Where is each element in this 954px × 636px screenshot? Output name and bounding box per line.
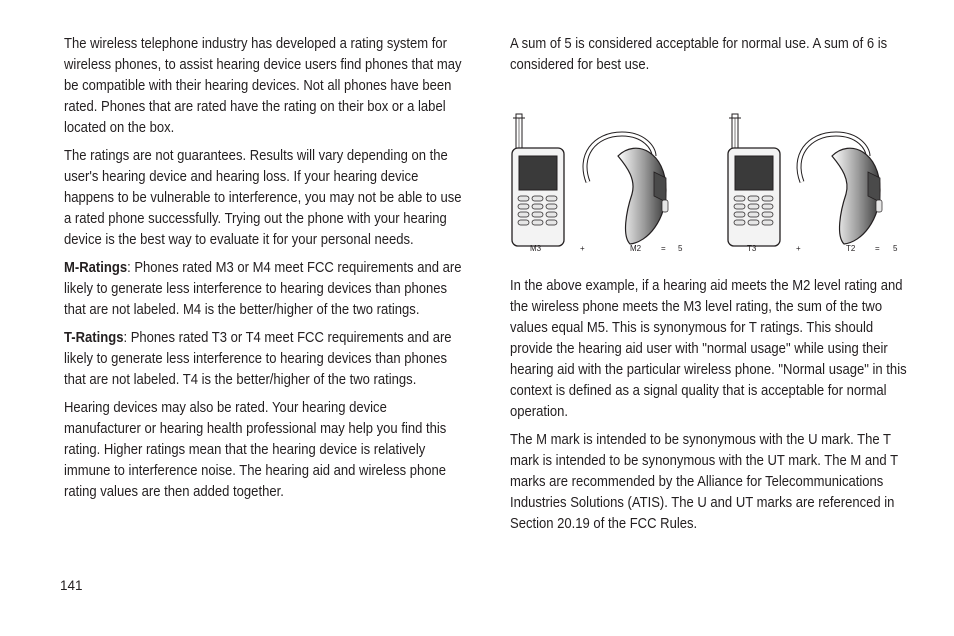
phone-illustration-left — [512, 114, 564, 246]
sum-value-left: 5 — [678, 244, 683, 253]
right-column-lower — [510, 276, 908, 542]
rating-example-figure — [510, 112, 910, 262]
t-ratings-paragraph — [64, 328, 462, 391]
sum-paragraph: A sum of 5 is considered acceptable for normal use. A sum of 6 is considered for best use. — [510, 36, 888, 73]
m-ratings-label: M-Ratings — [64, 260, 128, 276]
left-column — [64, 34, 462, 510]
sum-value-right: 5 — [893, 244, 898, 253]
phone-rating-label-left: M3 — [530, 244, 542, 253]
hearing-devices-paragraph: Hearing devices may also be rated. Your hearing device manufacturer or hearing health professional may help you find this rating. Higher ratings mean that the hearing device is relatively immune to interference noise. The hearing aid and wireless phone rating values are then added together. — [64, 400, 447, 500]
hearing-aid-illustration-right — [799, 134, 882, 244]
t-ratings-text: : Phones rated T3 or T4 meet FCC requirements and are likely to generate less interference to hearing devices than phones that are not labeled. T4 is the better/higher of the two ratings. — [64, 330, 452, 388]
m-ratings-text: : Phones rated M3 or M4 meet FCC requirements and are likely to generate less interference to hearing devices than phones that are not labeled. M4 is the better/higher of the two ratings. — [64, 260, 462, 318]
hearing-aid-icon — [799, 134, 882, 244]
cell-phone-icon — [728, 114, 780, 246]
m-ratings-paragraph — [64, 258, 462, 321]
guarantee-paragraph: The ratings are not guarantees. Results will vary depending on the user's hearing device and hearing loss. If your hearing device happens to be vulnerable to interference, you may not be able to use a rated phone successfully. Trying out the phone with your hearing device is the best way to evaluate it for your personal needs. — [64, 148, 462, 248]
page-number: 141 — [60, 578, 83, 593]
intro-paragraph: The wireless telephone industry has developed a rating system for wireless phones, to assist hearing device users find phones that may be compatible with their hearing devices. Not all phones have been rated. Phones that are rated have the rating on their box or a label located on the box. — [64, 36, 462, 136]
aid-rating-label-left: M2 — [630, 244, 642, 253]
right-column — [510, 34, 908, 83]
cell-phone-icon — [512, 114, 564, 246]
t-ratings-label: T-Ratings — [64, 330, 124, 346]
equals-sign-left: = — [661, 244, 666, 253]
plus-sign-left: + — [580, 244, 585, 253]
marks-paragraph: The M mark is intended to be synonymous with the U mark. The T mark is intended to be synonymous with the UT mark. The M and T marks are recommended by the Alliance for Telecommunications Industries Solutions (ATIS). The U and UT marks are referenced in Section 20.19 of the FCC Rules. — [510, 432, 898, 532]
rating-example-illustration — [510, 112, 910, 262]
equals-sign-right: = — [875, 244, 880, 253]
example-explanation-paragraph: In the above example, if a hearing aid meets the M2 level rating and the wireless phone meets the M3 level rating, the sum of the two values equal M5. This is synonymous for T ratings. This should provide the hearing aid user with "normal usage" while using their hearing aid with the particular wireless phone. "Normal usage" in this context is defined as a signal quality that is acceptable for normal operation. — [510, 278, 907, 420]
phone-rating-label-right: T3 — [747, 244, 757, 253]
phone-illustration-right — [728, 114, 780, 246]
hearing-aid-illustration-left — [585, 134, 668, 244]
aid-rating-label-right: T2 — [846, 244, 856, 253]
plus-sign-right: + — [796, 244, 801, 253]
hearing-aid-icon — [585, 134, 668, 244]
